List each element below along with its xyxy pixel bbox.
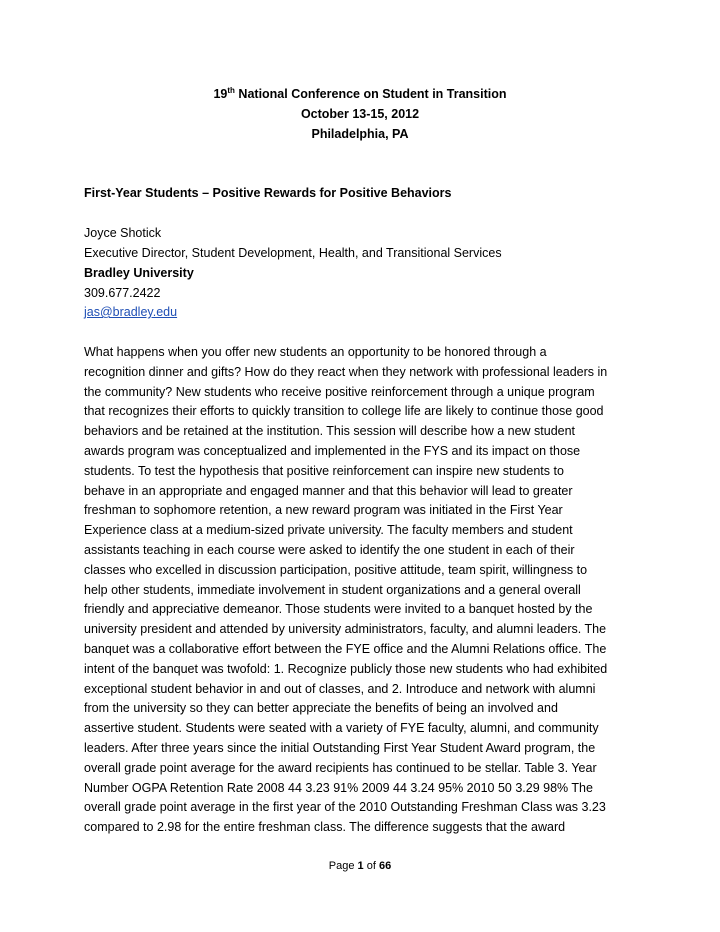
- abstract-line: from the university so they can better appreciate the benefits of being an involved and: [84, 701, 558, 716]
- footer-page-number: 1: [357, 860, 364, 872]
- abstract-line: awards program was conceptualized and implemented in the FYS and its impact on those: [84, 443, 581, 458]
- abstract-paragraph: [84, 343, 644, 838]
- abstract-line: leaders. After three years since the initial Outstanding First Year Student Award program, the: [84, 740, 596, 755]
- abstract-line: Experience class at a medium-sized private university. The faculty members and student: [84, 523, 573, 538]
- abstract-line: intent of the banquet was twofold: 1. Recognize publicly those new students who had exhibited: [84, 661, 608, 676]
- page-footer: [0, 860, 720, 872]
- session-title: First-Year Students – Positive Rewards for Positive Behaviors: [84, 186, 452, 200]
- abstract-line: classes who excelled in discussion participation, positive attitude, team spirit, willingness to: [84, 562, 588, 577]
- presenter-role: Executive Director, Student Development, Health, and Transitional Services: [84, 246, 502, 260]
- presenter-email-link[interactable]: jas@bradley.edu: [84, 305, 178, 319]
- footer-of-word: of: [363, 860, 379, 872]
- presenter-institution: Bradley University: [84, 266, 194, 280]
- abstract-line: behaviors and be retained at the institution. This session will describe how a new student: [84, 424, 576, 439]
- abstract-line: help other students, immediate involvement in student organizations and a general overall: [84, 582, 581, 597]
- presenter-name: Joyce Shotick: [84, 226, 162, 240]
- abstract-line: assertive student. Students were seated with a variety of FYE faculty, alumni, and community: [84, 721, 599, 736]
- footer-page-total: 66: [378, 860, 392, 872]
- abstract-line: overall grade point average for the award recipients has continued to be stellar. Table 3. Year: [84, 760, 597, 775]
- conference-name: National Conference on Student in Transition: [234, 87, 507, 102]
- abstract-line: exceptional student behavior in and out of classes, and 2. Introduce and network with alumni: [84, 681, 596, 696]
- presenter-phone: 309.677.2422: [84, 286, 161, 300]
- abstract-line: students. To test the hypothesis that positive reinforcement can inspire new students to: [84, 463, 564, 478]
- conference-ordinal: th: [227, 86, 235, 95]
- abstract-line: freshman to sophomore retention, a new reward program was initiated in the First Year: [84, 503, 563, 518]
- abstract-line: Number OGPA Retention Rate 2008 44 3.23 91% 2009 44 3.24 95% 2010 50 3.29 98% The: [84, 780, 593, 795]
- conference-title: [0, 86, 720, 101]
- abstract-line: assistants teaching in each course were asked to identify the one student in each of their: [84, 542, 575, 557]
- abstract-line: that recognizes their efforts to quickly transition to college life are likely to continue those good: [84, 404, 604, 419]
- abstract-line: What happens when you offer new students an opportunity to be honored through a: [84, 345, 547, 359]
- footer-page-word: Page: [328, 860, 358, 872]
- abstract-line: the community? New students who receive positive reinforcement through a unique program: [84, 384, 595, 399]
- abstract-line: behave in an appropriate and engaged manner and that this behavior will lead to greater: [84, 483, 573, 498]
- abstract-line: friendly and appreciative demeanor. Those students were invited to a banquet hosted by the: [84, 602, 593, 617]
- conference-location: Philadelphia, PA: [311, 127, 409, 141]
- abstract-line: compared to 2.98 for the entire freshman class. The difference suggests that the award: [84, 820, 566, 835]
- conference-number: 19: [213, 87, 228, 102]
- abstract-line: banquet was a collaborative effort between the FYE office and the Alumni Relations office. The: [84, 641, 607, 656]
- abstract-line: overall grade point average in the first year of the 2010 Outstanding Freshman Class was 3.23: [84, 800, 606, 815]
- conference-dates: October 13-15, 2012: [300, 107, 420, 121]
- abstract-line: university president and attended by university administrators, faculty, and alumni leaders. The: [84, 622, 607, 637]
- abstract-line: recognition dinner and gifts? How do they react when they network with professional leaders in: [84, 364, 608, 379]
